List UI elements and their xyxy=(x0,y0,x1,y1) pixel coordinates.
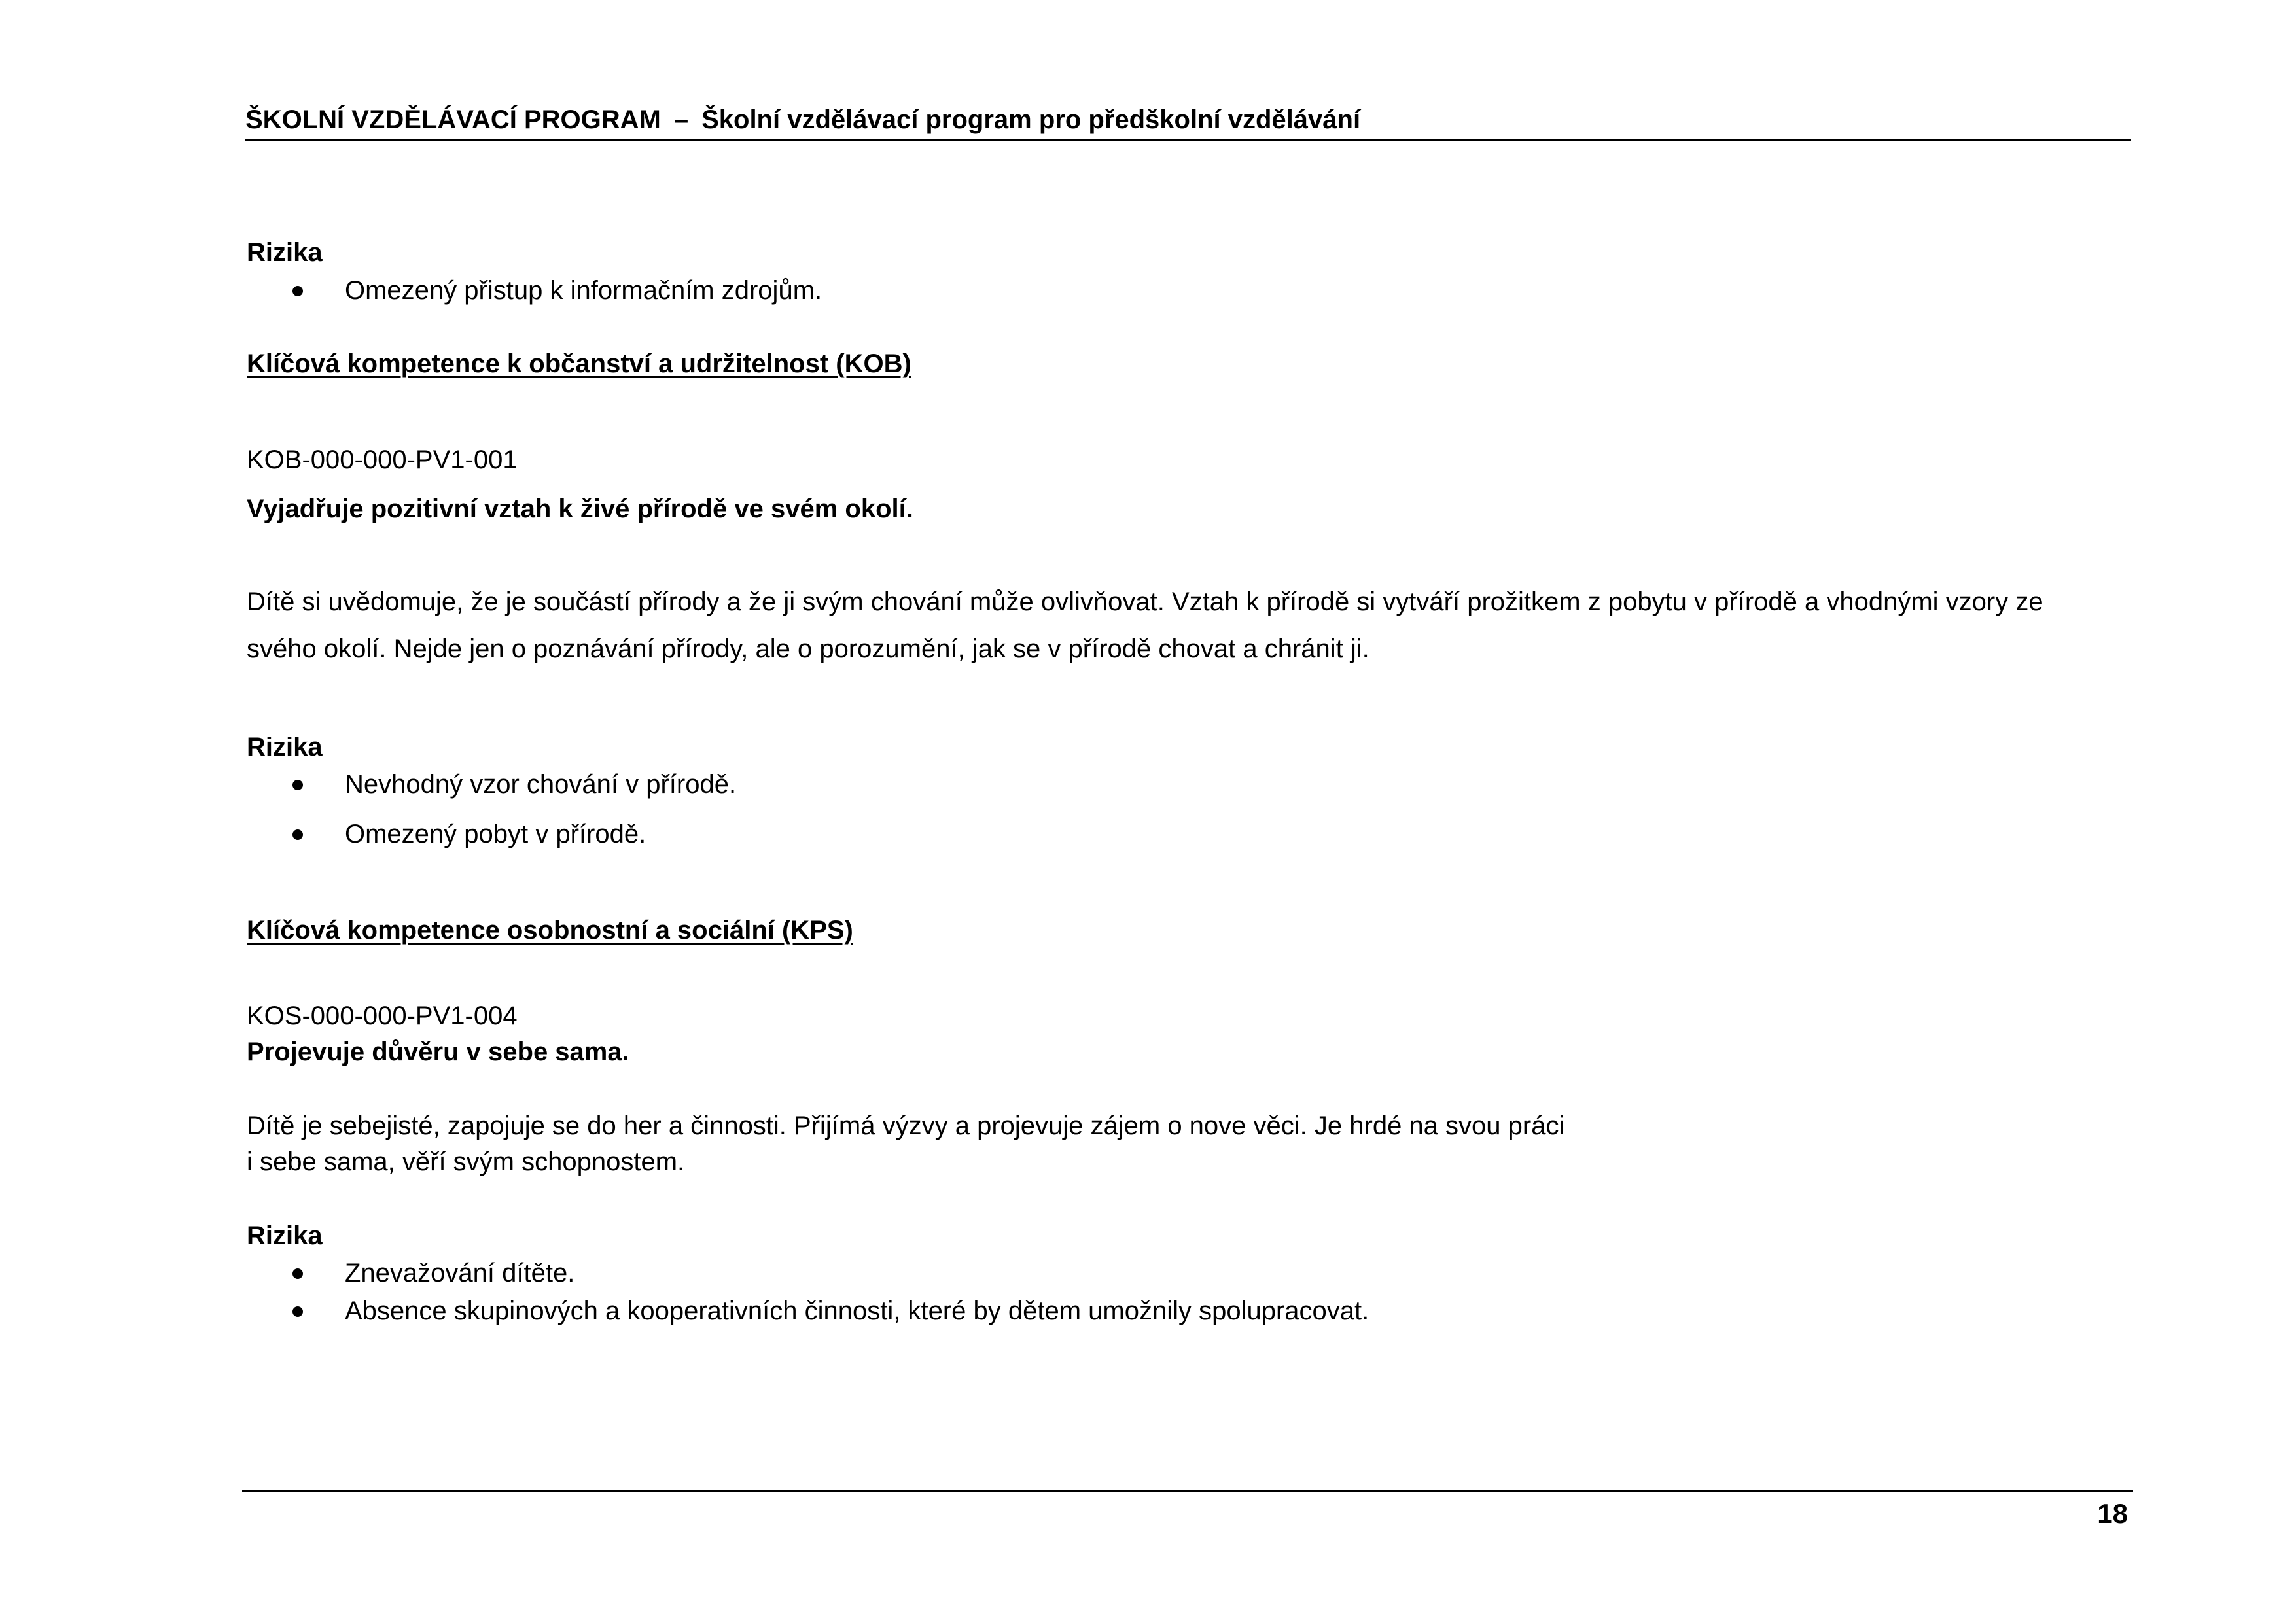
description-line: Dítě si uvědomuje, že je součástí přírody a že ji svým chování může ovlivňovat. Vztah k přírodě si vytváří prožitkem z pobytu v přírodě a vhodnými vzory ze xyxy=(247,587,2043,616)
header-text xyxy=(245,105,1360,135)
risk-item-text: Omezený pobyt v přírodě. xyxy=(345,820,646,848)
risk-item-text: Nevhodný vzor chování v přírodě. xyxy=(345,770,737,799)
bullet-icon xyxy=(292,829,303,840)
header-separator: – xyxy=(673,105,689,134)
bullet-icon xyxy=(292,1268,303,1279)
risks-heading: Rizika xyxy=(247,1221,323,1250)
description-line: i sebe sama, věří svým schopnostem. xyxy=(247,1147,685,1176)
competence-code: KOS-000-000-PV1-004 xyxy=(247,1002,518,1030)
risks-heading: Rizika xyxy=(247,733,323,761)
risk-item-text: Absence skupinových a kooperativních činnosti, které by dětem umožnily spolupracovat. xyxy=(345,1297,1369,1325)
risk-item-text: Omezený přistup k informačním zdrojům. xyxy=(345,276,822,305)
footer-divider xyxy=(242,1490,2133,1492)
description-line: Dítě je sebejisté, zapojuje se do her a činnosti. Přijímá výzvy a projevuje zájem o nove věci. Je hrdé na svou práci xyxy=(247,1111,1565,1140)
bullet-icon xyxy=(292,286,303,296)
page-header xyxy=(245,98,2131,141)
competence-heading-kob: Klíčová kompetence k občanství a udržitelnost (KOB) xyxy=(247,349,911,378)
bullet-icon xyxy=(292,1306,303,1317)
header-program-name: ŠKOLNÍ VZDĚLÁVACÍ PROGRAM xyxy=(245,105,661,134)
competence-title: Projevuje důvěru v sebe sama. xyxy=(247,1038,629,1066)
risk-item-text: Znevažování dítěte. xyxy=(345,1259,575,1287)
page-number: 18 xyxy=(2097,1498,2128,1529)
description-line: svého okolí. Nejde jen o poznávání přírody, ale o porozumění, jak se v přírodě chovat a chránit ji. xyxy=(247,635,1369,663)
competence-code: KOB-000-000-PV1-001 xyxy=(247,445,518,474)
bullet-icon xyxy=(292,780,303,790)
risks-heading: Rizika xyxy=(247,238,323,267)
competence-heading-kps: Klíčová kompetence osobnostní a sociální (KPS) xyxy=(247,916,853,945)
header-program-subtitle: Školní vzdělávací program pro předškolní vzdělávání xyxy=(701,105,1361,134)
competence-title: Vyjadřuje pozitivní vztah k živé přírodě ve svém okolí. xyxy=(247,495,913,523)
